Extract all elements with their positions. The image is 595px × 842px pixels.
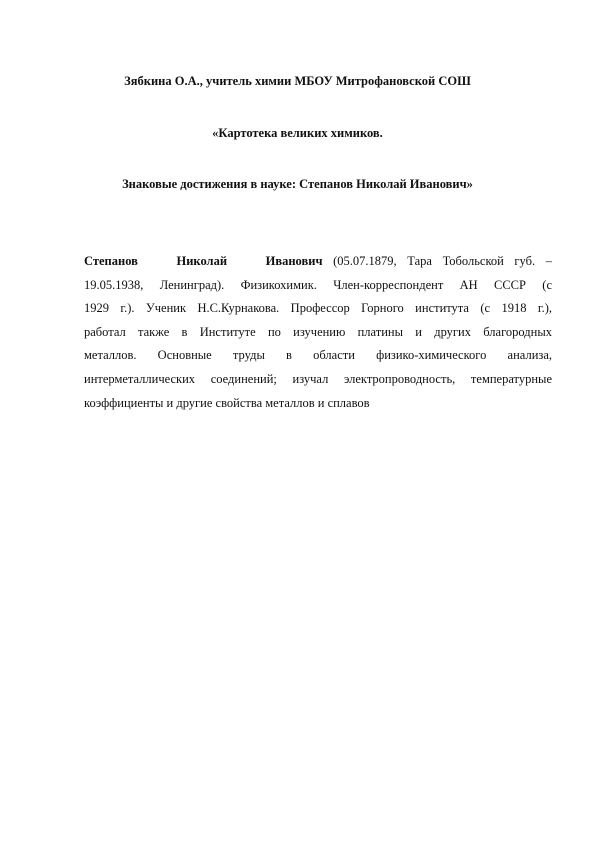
biography-paragraph — [84, 250, 552, 415]
paragraph-line-2: 19.05.1938, Ленинград). Физикохимик. Член-корреспондент АН СССР (с — [84, 277, 552, 292]
paragraph-line-1-text: (05.07.1879, Тара Тобольской губ. – — [322, 254, 552, 268]
paragraph-line-1 — [84, 250, 552, 274]
document-title-line-2: Знаковые достижения в науке: Степанов Николай Иванович» — [122, 177, 473, 191]
paragraph-line-7: коэффициенты и другие свойства металлов и сплавов — [84, 395, 370, 410]
author-line: Зябкина О.А., учитель химии МБОУ Митрофановской СОШ — [124, 74, 471, 88]
paragraph-line-4: работал также в Институте по изучению платины и других благородных — [84, 324, 552, 339]
paragraph-line-5: металлов. Основные труды в области физико-химического анализа, — [84, 348, 552, 363]
paragraph-line-6: интерметаллических соединений; изучал электропроводность, температурные — [84, 371, 552, 386]
paragraph-line-3: 1929 г.). Ученик Н.С.Курнакова. Профессор Горного института (с 1918 г.), — [84, 301, 552, 316]
scientist-name: Степанов Николай Иванович — [84, 254, 323, 268]
document-title-line-1: «Картотека великих химиков. — [212, 126, 383, 140]
